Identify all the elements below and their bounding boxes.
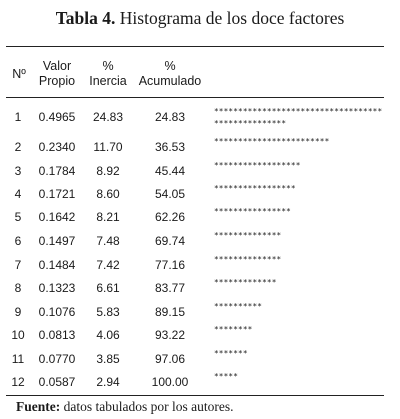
header-inercia (84, 59, 132, 89)
row-valor-propio: 0.4965 (38, 110, 76, 124)
row-valor-propio: 0.1784 (38, 164, 76, 178)
row-histogram-bar: ******** (214, 325, 253, 334)
row-acumulado: 62.26 (154, 210, 186, 224)
bottom-rule (6, 395, 384, 396)
row-number: 6 (14, 234, 22, 248)
row-inercia: 3.85 (96, 352, 120, 366)
header-inercia-line1: % (102, 59, 114, 73)
row-number: 3 (14, 164, 22, 178)
header-no: Nº (12, 67, 26, 81)
row-valor-propio: 0.1323 (38, 281, 76, 295)
header-valor-line2: Propio (38, 74, 76, 88)
header-valor-line1: Valor (42, 59, 72, 73)
row-inercia: 24.83 (92, 110, 124, 124)
row-number: 12 (11, 375, 25, 389)
row-number: 2 (14, 140, 22, 154)
row-number: 10 (11, 328, 25, 342)
row-acumulado: 24.83 (154, 110, 186, 124)
row-inercia: 8.21 (96, 210, 120, 224)
row-number: 5 (14, 210, 22, 224)
row-valor-propio: 0.1076 (38, 305, 76, 319)
source-text: datos tabulados por los autores. (63, 399, 234, 414)
row-histogram-bar: ************** (214, 231, 282, 240)
row-valor-propio: 0.1497 (38, 234, 76, 248)
row-inercia: 2.94 (96, 375, 120, 389)
row-acumulado: 100.00 (151, 375, 189, 389)
row-acumulado: 93.22 (154, 328, 186, 342)
row-valor-propio: 0.0587 (38, 375, 76, 389)
header-rule (6, 97, 384, 98)
row-acumulado: 54.05 (154, 187, 186, 201)
header-valor-propio (34, 59, 80, 89)
row-valor-propio: 0.0813 (38, 328, 76, 342)
row-number: 9 (14, 305, 22, 319)
source-label: Fuente: (16, 399, 61, 414)
row-histogram-bar: ********** (214, 302, 263, 311)
row-inercia: 8.60 (96, 187, 120, 201)
row-histogram-bar: ************* (214, 278, 277, 287)
row-inercia: 7.48 (96, 234, 120, 248)
row-valor-propio: 0.0770 (38, 352, 76, 366)
row-inercia: 7.42 (96, 258, 120, 272)
row-histogram-bar: ****************** (214, 161, 301, 170)
row-histogram-bar: ************************ (214, 137, 330, 146)
row-number: 7 (14, 258, 22, 272)
row-inercia: 5.83 (96, 305, 120, 319)
row-inercia: 4.06 (96, 328, 120, 342)
row-valor-propio: 0.1484 (38, 258, 76, 272)
table-row (0, 107, 400, 133)
row-acumulado: 77.16 (154, 258, 186, 272)
row-histogram-bar: **************** (214, 207, 291, 216)
header-inercia-line2: Inercia (89, 74, 127, 88)
table-title-label: Tabla 4. (55, 8, 116, 28)
row-number: 4 (14, 187, 22, 201)
row-inercia: 11.70 (93, 140, 123, 154)
row-histogram-bar: ***************** (214, 184, 296, 193)
top-rule (6, 46, 384, 47)
row-acumulado: 45.44 (154, 164, 186, 178)
table-title (0, 8, 400, 29)
row-histogram-bar: ***** (214, 372, 239, 381)
row-number: 11 (11, 352, 25, 366)
row-histogram-bar: ************** (214, 255, 282, 264)
row-inercia: 6.61 (96, 281, 120, 295)
row-histogram-bar: ************************************************** (214, 107, 383, 128)
row-valor-propio: 0.1642 (38, 210, 76, 224)
header-acumulado-line2: Acumulado (138, 74, 202, 88)
header-acumulado (134, 59, 206, 89)
header-acumulado-line1: % (164, 59, 176, 73)
row-histogram-bar: ******* (214, 349, 248, 358)
row-inercia: 8.92 (96, 164, 120, 178)
row-number: 1 (14, 110, 22, 124)
row-acumulado: 83.77 (154, 281, 186, 295)
source-note (16, 399, 233, 415)
table-title-text: Histograma de los doce factores (119, 8, 345, 28)
row-valor-propio: 0.1721 (38, 187, 76, 201)
row-acumulado: 36.53 (154, 140, 186, 154)
row-number: 8 (14, 281, 22, 295)
row-acumulado: 97.06 (154, 352, 186, 366)
row-acumulado: 89.15 (154, 305, 186, 319)
row-valor-propio: 0.2340 (38, 140, 76, 154)
row-acumulado: 69.74 (154, 234, 186, 248)
